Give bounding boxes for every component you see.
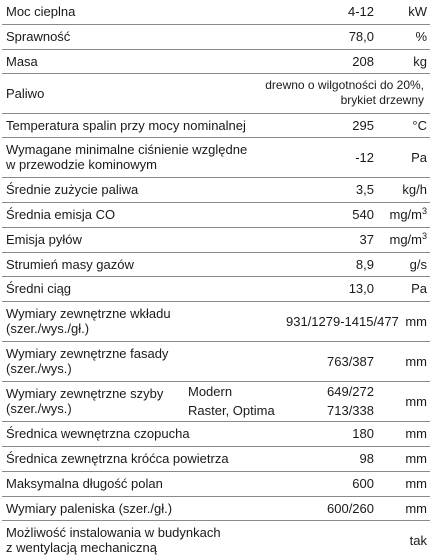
spec-row	[2, 496, 430, 520]
row-value: 931/1279-1415/477	[286, 313, 399, 329]
row-value: 13,0	[348, 281, 374, 296]
row-value: 295	[352, 117, 374, 133]
row-unit: kW	[408, 4, 427, 20]
row-value: -12	[355, 149, 374, 165]
row-unit: kg/h	[402, 182, 427, 197]
variant-value: 713/338	[327, 403, 374, 419]
row-value: 3,5	[355, 182, 374, 197]
row-label: Moc cieplna	[6, 4, 76, 20]
spec-row	[2, 301, 430, 341]
spec-row	[2, 73, 430, 113]
spec-row	[2, 276, 430, 301]
row-label: Średnica wewnętrzna czopucha	[6, 426, 190, 441]
row-unit: g/s	[409, 256, 427, 272]
row-label: Średnia emisja CO	[6, 207, 116, 222]
row-value: 8,9	[355, 256, 374, 272]
unit-base: mg/m	[389, 232, 422, 247]
row-label-line2: w przewodzie kominowym	[6, 157, 157, 172]
row-unit: mm	[405, 476, 427, 491]
row-label-line1: Możliwość instalowania w budynkach	[6, 525, 221, 541]
spec-row	[2, 341, 430, 381]
row-label-line2: (szer./wys.)	[6, 361, 72, 376]
row-value-line2: brykiet drzewny	[340, 93, 424, 107]
row-value: 600	[352, 476, 374, 491]
spec-table	[2, 0, 430, 560]
row-value: 180	[352, 426, 374, 441]
row-value	[282, 520, 378, 560]
spec-row	[2, 177, 430, 202]
variant-name: Raster, Optima	[188, 403, 275, 419]
row-label	[2, 137, 282, 177]
row-unit: kg	[413, 53, 427, 69]
row-unit: %	[415, 29, 427, 44]
row-label-line1: Wymiary zewnętrzne fasady	[6, 346, 169, 361]
spec-row	[2, 421, 430, 446]
row-unit	[378, 202, 430, 227]
row-label: Temperatura spalin przy mocy nominalnej	[6, 117, 246, 133]
row-value: 208	[352, 53, 374, 69]
variant-value: 649/272	[327, 383, 374, 399]
row-label: Strumień masy gazów	[6, 256, 134, 272]
row-unit: tak	[409, 532, 427, 548]
row-unit: mm	[405, 353, 427, 369]
row-unit: mm	[405, 451, 427, 466]
row-value: 540	[352, 207, 374, 222]
row-value	[182, 73, 430, 113]
row-label: Emisja pyłów	[6, 232, 82, 247]
unit-superscript: 3	[421, 231, 427, 241]
row-label-line2: (szer./wys.)	[6, 401, 72, 416]
row-label	[2, 381, 182, 421]
spec-row	[2, 227, 430, 252]
row-label: Średnie zużycie paliwa	[6, 182, 139, 197]
row-label-line1: Wymiary zewnętrzne wkładu	[6, 306, 171, 321]
spec-row	[2, 446, 430, 471]
row-unit: mm	[405, 500, 427, 516]
row-value: 763/387	[327, 353, 374, 369]
row-label: Paliwo	[6, 85, 45, 101]
row-value: 600/260	[327, 500, 374, 516]
row-value: 98	[359, 451, 374, 466]
row-value: 37	[359, 232, 374, 247]
variant-name: Modern	[188, 383, 233, 399]
row-value: 4-12	[347, 4, 374, 20]
spec-row	[2, 24, 430, 49]
row-unit: mm	[405, 426, 427, 441]
row-label: Wymiary paleniska (szer./gł.)	[6, 500, 173, 516]
spec-row	[2, 202, 430, 227]
spec-row	[2, 113, 430, 137]
row-label-line2: (szer./wys./gł.)	[6, 321, 90, 336]
row-label-line1: Wymiary zewnętrzne szyby	[6, 386, 164, 401]
spec-row	[2, 49, 430, 73]
row-label: Maksymalna długość polan	[6, 476, 163, 491]
row-label: Sprawność	[6, 29, 71, 44]
row-label-line1: Wymagane minimalne ciśnienie względne	[6, 142, 248, 157]
spec-row	[2, 0, 430, 24]
spec-row	[2, 381, 430, 401]
spec-row	[2, 252, 430, 276]
row-label-line2: z wentylacją mechaniczną	[6, 540, 158, 556]
row-unit: °C	[412, 117, 427, 133]
row-label: Masa	[6, 53, 38, 69]
row-label	[2, 341, 282, 381]
row-label	[2, 520, 282, 560]
row-label: Średnica zewnętrzna króćca powietrza	[6, 451, 229, 466]
row-label	[2, 301, 282, 341]
unit-superscript: 3	[421, 206, 427, 216]
row-unit: Pa	[411, 149, 427, 165]
row-label: Średni ciąg	[6, 281, 72, 296]
row-unit: mm	[405, 313, 427, 329]
unit-base: mg/m	[389, 207, 422, 222]
row-unit	[378, 227, 430, 252]
row-value-line1: drewno o wilgotności do 20%,	[265, 78, 424, 92]
spec-row	[2, 137, 430, 177]
row-value: 78,0	[348, 29, 374, 44]
row-unit: mm	[405, 393, 427, 409]
spec-row	[2, 520, 430, 560]
spec-row	[2, 471, 430, 496]
row-unit: Pa	[411, 281, 427, 296]
